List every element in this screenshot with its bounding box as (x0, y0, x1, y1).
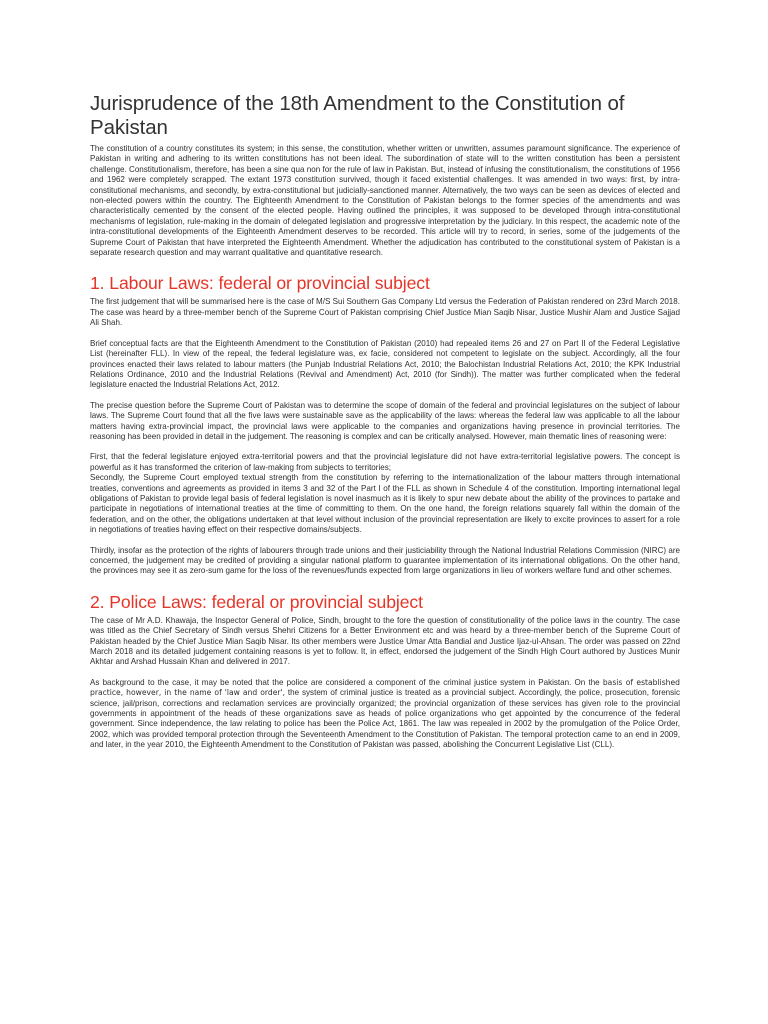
section-2-paragraph-2 (90, 678, 680, 751)
section-1-paragraph-4a: First, that the federal legislature enjoyed extra-territorial powers and that the provincial legislature did not have extra-territorial legislative powers. The concept is powerful as it has transformed the criterion of law-making from subjects to territories; (90, 452, 680, 472)
section-1-paragraph-4b: Secondly, the Supreme Court employed textual strength from the constitution by referring to the internationalization of the labour matters through international treaties, conventions and agreements as provided in items 3 and 32 of the Part I of the FLL as shown in Schedule 4 of the constitution. Importing international legal obligations of Pakistan to provide legal basis of federal legislation is novel inasmuch as it is likely to spur new debate about the ability of the provinces to partake and participate in negotiations of international treaties at the time of committing to them. On the one hand, the foreign relations squarely fall within the domain of the federation, and on the other, the obligations undertaken at that level without inclusion of the provincial representation are likely to excite provinces to assert for a role in negotiations of treaties having effect on their respective domains/subjects. (90, 473, 680, 535)
section-1-heading: 1. Labour Laws: federal or provincial subject (90, 273, 430, 294)
document-page (90, 92, 680, 751)
section-2-paragraph-2-highlight: basis of established practice, however, in the name of 'law and order', (90, 677, 680, 698)
section-1-paragraph-1: The first judgement that will be summarised here is the case of M/S Sui Southern Gas Company Ltd versus the Federation of Pakistan rendered on 23rd March 2018. The case was heard by a three-member bench of the Supreme Court of Pakistan comprising Chief Justice Mian Saqib Nisar, Justice Mushir Alam and Justice Sajjad Ali Shah. (90, 297, 680, 328)
document-title: Jurisprudence of the 18th Amendment to the Constitution of Pakistan (90, 92, 625, 139)
section-1-paragraph-5: Thirdly, insofar as the protection of the rights of labourers through trade unions and their justiciability through the National Industrial Relations Commission (NIRC) are concerned, the judgement may be credited of providing a singular national platform to guarantee implementation of its international obligations. On the other hand, the provinces may see it as zero-sum game for the loss of the revenues/funds expected from large organizations in lieu of workers welfare fund and other schemes. (90, 545, 680, 576)
section-2-paragraph-2-rest: the system of criminal justice is treated as a provincial subject. Accordingly, the police, prosecution, forensic science, jail/prison, corrections and reclamation services are provincially organized; the provincial organization of these services has given role to the provincial governments in appointment of the heads of these organizations save as heads of police organizations who get appointed by the concurrence of the federal government. Since independence, the law relating to police has been the Police Act, 1861. The law was repealed in 2002 by the promulgation of the Police Order, 2002, which was provided temporal protection through the Seventeenth Amendment to the Constitution of Pakistan. The temporal protection came to an end in 2009, and later, in the year 2010, the Eighteenth Amendment to the Constitution of Pakistan was passed, abolishing the Concurrent Legislative List (CLL). (90, 688, 680, 750)
section-2-heading: 2. Police Laws: federal or provincial subject (90, 591, 423, 612)
section-1-paragraph-2: Brief conceptual facts are that the Eighteenth Amendment to the Constitution of Pakistan (2010) had repealed items 26 and 27 on Part II of the Federal Legislative List (hereinafter FLL). In view of the repeal, the federal legislature was, ex facie, considered not competent to legislate on the subject. Accordingly, all the four provinces enacted their laws related to labour matters (the Punjab Industrial Relations Act, 2010; the Balochistan Industrial Relations Act, 2010; the KPK Industrial Relations Ordinance, 2010 and the Industrial Relations (Revival and Amendment) Act, 2010 (for Sindh)). The matter was further complicated when the federal legislature enacted the Industrial Relations Act, 2012. (90, 338, 680, 390)
section-2-paragraph-2-start: As background to the case, it may be noted that the police are considered a component of the criminal justice system in Pakistan. On the (90, 677, 600, 687)
intro-paragraph: The constitution of a country constitutes its system; in this sense, the constitution, whether written or unwritten, assumes paramount significance. The experience of Pakistan in writing and adhering to its written constitutions has not been ideal. The subordination of state will to the written constitution has been a persistent challenge. Constitutionalism, therefore, has been a sine qua non for the rule of law in Pakistan. But, instead of infusing the constitutionalism, the constitutions of 1956 and 1962 were completely scrapped. The extant 1973 constitution survived, though it faced existential challenges. It was amended in two ways: first, by intra-constitutional mechanisms, and secondly, by extra-constitutional but judicially-sanctioned manner. Alternatively, the two ways can be seen as devices of elected and non-elected powers within the country. The Eighteenth Amendment to the Constitution of Pakistan belongs to the former species of the amendments and was characteristically cemented by the consent of the elected people. Having outlined the principles, it was supposed to be developed through intra-constitutional mechanisms of legislation, rule-making in the domain of delegated legislation and progressive interpretation by the judiciary. In this respect, the academic note of the intra-constitutional developments of the Eighteenth Amendment deserves to be recorded. This article will try to record, in series, some of the judgements of the Supreme Court of Pakistan that have interpreted the Eighteenth Amendment. Whether the adjudication has contributed to the constitutional system of Pakistan is a separate research question and may warrant qualitative and quantitative research. (90, 144, 680, 258)
section-1-paragraph-3: The precise question before the Supreme Court of Pakistan was to determine the scope of domain of the federal and provincial legislatures on the subject of labour laws. The Supreme Court found that all the five laws were sustainable save as the applicability of the laws: whereas the federal law was applicable to all the labour matters having extra-provincial impact, the provincial laws were applicable to the companies and organizations having presence in provincial territories. The reasoning has been provided in detail in the judgement. The reasoning is complex and can be critically analysed. However, main thematic lines of reasoning were: (90, 400, 680, 441)
section-2-paragraph-1: The case of Mr A.D. Khawaja, the Inspector General of Police, Sindh, brought to the fore the question of constitutionality of the police laws in the country. The case was titled as the Chief Secretary of Sindh versus Shehri Citizens for a Better Environment etc and was heard by a three-member bench of the Supreme Court of Pakistan headed by the Chief Justice Mian Saqib Nisar. Its other members were Justice Umar Atta Bandial and Justice Ijaz-ul-Ahsan. The order was passed on 22nd March 2018 and its detailed judgement containing reasons is yet to follow. It, in effect, endorsed the judgement of the Sindh High Court authored by Justices Munir Akhtar and Arshad Hussain Khan and delivered in 2017. (90, 615, 680, 667)
